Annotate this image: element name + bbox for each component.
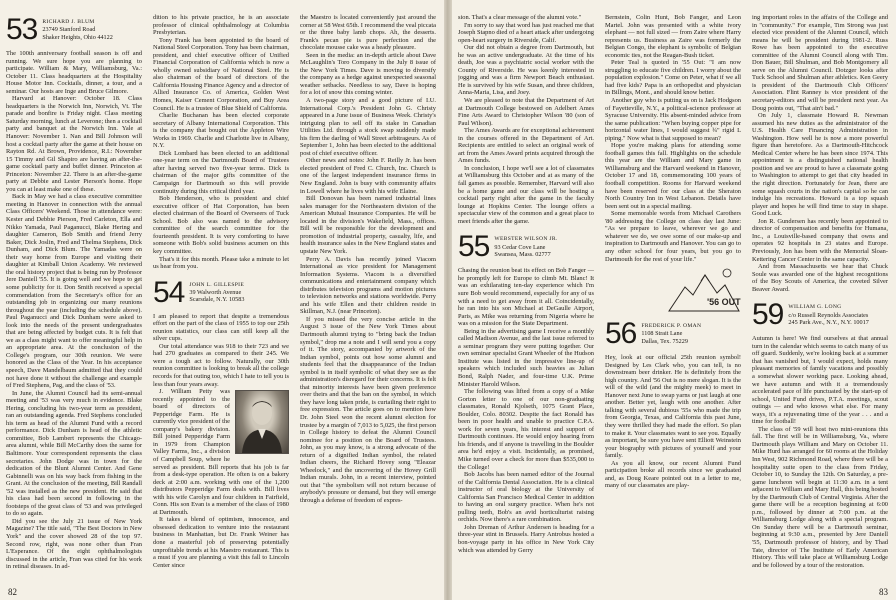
page-number: 83: [879, 587, 888, 597]
class-55-header: [458, 230, 594, 264]
paragraph: In June, the Alumni Council had its semi-annual meeting and '53 was very much in evidence. Blake Hering, concluding his two-year term as president, ran an outstanding agenda. Fred Stephens concluded his term as head of the Alumni Fund with a record performance. Dick Dunham is head of the athletic committee, Bob Lambert represents the Chicago-area alumni, while Bill McCarthy does the same for Baltimore. Your correspondent represents the class secretaries. John Dodge was in town for the dedication of the Blunt Alumni Center. And Gene Gabinnelli was on his way back from fishing in the Grant. At the conclusion of the meeting, Bill Randall '52 was installed as the new president. He said that his class had been second in following in the footsteps of the great class of '53 and was privileged to do so again.: [6, 389, 142, 518]
paragraph: If you missed the very concise article in the August 3 issue of the New York Times about Dartmouth alumni trying to "bring back the Indian symbol," drop me a note and I will send you a copy of it. The story, accompanied by artwork of the Indian symbol, points out how some alumni and students feel that the disappearance of the Indian symbol is in itself symbolic of what they see as the administration's disregard for their concerns. It is felt that minority interests have been given preference over theirs and that the ban on the symbol, in which they have long taken pride, is curtailing their right to free expression. The article goes on to mention how Dr. John Steel won the recent alumni election for trustee by a margin of 7,013 to 5,025, the first person in College history to defeat the Alumni Council nominee for a position on the Board of Trustees. John, as you may know, is a strong advocate of the return of a dignified Indian symbol, the related Indian cheers, the Richard Hovey song "Eleazar Wheelock," and the uncovering of the Hovey Grill Indian murals. John, in a recent interview, pointed out that "the symbolism will not return because of anybody's pressure or demand, but they will emerge through a defense of freedom of expres-: [300, 315, 436, 504]
left-page: [0, 0, 444, 600]
paragraph: Charlie Buchanan has been elected corporate secretary of Albany International Corporation. This is the company that bought out the Appleton Wire Works in 1969. Charlie and Charlotte live in Albany, N.Y.: [153, 112, 289, 150]
right-page: [452, 0, 896, 600]
paragraph: ing important roles in the affairs of the College and in "community." For example, Tim Strong was just elected vice president of the Alumni Council, which means he will be president during 1981-2. Russ Rowe has been appointed to the executive committee of the Alumni Council along with Tim. Don Bauer, Bill Shulman, and Bob Montgomery all serve on the Alumni Council. Dotzger looks after Tuck School and Shulman after athletics. Ken Geery is president of the Dartmouth Club Officers' Association. Flint Ranney is vice president of the secretary-editors and will be president next year. As Doug points out, "That ain't bad.": [752, 14, 888, 112]
paragraph: Being in the advertising game I receive a monthly called Madison Avenue, and the last issue referred to a seminar program they were putting together. Our own seminar specialist Grant Wheeler of the Hudson Institute was listed in the impressive line-up of speakers which included such heavies as Julian Bond, Ralph Nader, and four-time U.K. Prime Minister Harold Wilson.: [458, 327, 594, 388]
paragraph: Tony Frank has been appointed to the board of National Steel Corporation. Tony has been chairman, president, and chief executive officer of Unified Financial Corporation of California which is now a wholly owned subsidiary of National Steel. He is also chairman of the board of directors of the California Housing Finance Agency and a director of Allied Insurance Co. of America, Golden West Homes, Kaiser Cement Corporation, and Buy Area Council. He is a trustee of Blue Shield of California.: [153, 36, 289, 112]
paragraph: We are pleased to note that the Department of Art at Dartmouth College bestowed on Adelbert Ames Fine Arts Award to Christopher Wilson '80 (son of Paul Wilson).: [458, 97, 594, 127]
right-column-1: [458, 14, 594, 584]
left-column-2: [153, 14, 289, 584]
book-gutter: [444, 0, 452, 600]
paragraph: Hope you're making plans for attending some football games this fall. Highlights on the schedule this year are the William and Mary game in Williamsburg and the Harvard weekend in Hanover, October 17 and 18, commemorating 100 years of football competition. Rooms for Harvard weekend have been reserved for our class at the Sheraton North Country Inn in West Lebanon. Details have been sent out in a special mailing.: [605, 142, 741, 210]
class-secretary-address: [641, 320, 701, 345]
class-number: 55: [458, 230, 490, 264]
class-secretary-address: [42, 16, 112, 41]
paragraph: Bob Henderson, who is president and chief executive officer of Hat Corporation, has been elected chairman of the Board of Overseers of Tuck School. Bob also was named to the advisory committee of the search committee for the fourteenth president. It is very comforting to have someone with Bob's solid business acumen on this key committee.: [153, 195, 289, 255]
sketch-caption: '56 OUT: [707, 297, 741, 308]
class-59-header: [752, 298, 888, 332]
paragraph: Chasing the reunion beat its effect on Bob Fanger — he promptly left for Europe to climb Mt. Blanc! It was an exhilarating ten-day experience which I'm sure Bob would recommend, especially for any of us with a need to get away from it all. Coincidentally, he ran into his son Michael at DeGaulle Airport, Paris, as Mike was returning from Nigeria where he was on a mission for the State Department.: [458, 267, 594, 328]
class-number: 53: [6, 14, 38, 46]
paragraph: Autumn is here! We find ourselves at that annual turn in the calendar which seems to catch many of us off guard. Suddenly, we're looking back at a summer that has vanished but, I would expect, holds many pleasant memories of family vacations and possibly a somewhat slower working pace. Looking ahead, we have autumn and with it a tremendously accelerated pace of life punctuated by the start-up of school, United Fund drives, P.T.A. meetings, scout outings — and who knows what else. For many ways, it's a rejuvenating time of the year . . . and a time for football!: [752, 335, 888, 426]
left-column-1: [6, 14, 142, 584]
paragraph: the Maestro is located conveniently just around the corner at 58 West 65th. I recommend the veal piccata or the three baby lamb chops. Ah, the desserts. Frank's pecan pie is pure perfection and the chocolate mousse cake was a heady pleasure.: [300, 14, 436, 52]
paragraph: Bob Jacobs has been named editor of the Journal of the California Dental Association. He is a clinical instructor of oral biology at the University of California San Francisco Medical Center in addition to having an oral surgery practice. When he's not pulling teeth, Bob's an avid horticulturist raising orchids. Now there's a rare combination.: [458, 471, 594, 524]
secretary-name: RICHARD J. BLUM: [42, 19, 95, 25]
paragraph: And from Massachusetts we hear that Chuck Soule was awarded one of the highest recognitions of the Boy Scouts of America, the coveted Silver Beaver Award.: [752, 263, 888, 293]
paragraph: The Ames Awards are for exceptional achievement in the courses offered in the Department of Art. Recipients are entitled to select an original work of art from the Ames Award prints acquired through the Ames funds.: [458, 127, 594, 165]
class-number: 59: [752, 298, 784, 332]
paragraph: The following was lifted from a copy of a Mike Gorton letter to one of our non-graduating classmates, Ronald Kjolseth, 1075 Grant Place, Boulder, Colo. 80302. Despite the fact Ronald has been in poor health and unable to practice C.P.A. work for seven years, his interest and support of Dartmouth continues. He would enjoy hearing from his friends, and if anyone is travelling in the Boulder area he'd enjoy a visit. Incidentally, as promised, Mike turned over a check for more than $535,000 to the College!: [458, 388, 594, 471]
paragraph: Perry A. Davis has recently joined Viacom International as vice president for Management Information Systems. Viacom is a diversified communications and entertainment company which distributes television programs and motion pictures to television networks and stations worldwide. Perry and his wife Ellen and their children reside in Skillman, N.J. (near Princeton).: [300, 255, 436, 316]
reunion-symbol-sketch: [667, 265, 741, 317]
address-line: 1108 Strait Lane: [641, 330, 683, 338]
paragraph: dition to his private practice, he is an associate professor of clinical ophthalmology at Columbia Presbyterian.: [153, 14, 289, 37]
paragraph: Seen in the media: an in-depth article about Dave McLaughlin's Toro Company in the July 8 issue of the New York Times. Dave is moving to diversify the company as a hedge against unexpected seasonal weather setbacks. Needless to say, Dave is hoping for a lot of snow this coming winter.: [300, 51, 436, 97]
secretary-name: WILLIAM G. LONG: [788, 304, 842, 311]
paragraph: Our did not obtain a degree from Dartmouth, but he was an active undergraduate. At the time of his death, Joe was a psychiatric social worker with the County of Riverside. He was keenly interested in jogging and was a firm Newport Beach enthusiast. He is survived by his wife Susan, and three children, Anna-Maria, Lisa, and Joey.: [458, 44, 594, 97]
mountain-icon: [667, 265, 741, 317]
address-line: 93 Cedar Cove Lane: [494, 243, 546, 251]
left-column-3: [300, 14, 436, 584]
paragraph: In conclusion, I hope we'll see a lot of classmates at Williamsburg this October and at as many of the fall games as possible. Remember, Harvard will also be a home game and our class will be hosting a cocktail party right after the game in the faculty lounge at Hopkins Center. The lounge offers a spectacular view of the common and a great place to meet friends after the game.: [458, 164, 594, 225]
secretary-name: JOHN L. GILLESPIE: [189, 281, 245, 288]
paragraph: Our total attendance was 918 to their 723 and we had 270 graduates as compared to their 245. We were a tough act to follow. Naturally, our 30th reunion committee is looking to break all the college records for that outing too, which I hate to tell you is less than four years away.: [153, 342, 289, 388]
paragraph: John Dreman of Arthur Andersen is heading for a three-year stint in Brussels. Harry Antrobus hosted a bon-voyage party in his office in New York City which was attended by Gerry: [458, 523, 594, 554]
paragraph: J. William Petty was recently appointed to the board of directors of Pepperidge Farm. He is currently vice president of the company's bakery division. Bill joined Pepperidge Farm in 1979 from Champion Valley Farms, Inc., a division of Campbell Soup, where he served as president. Bill reports that his job is far from a desk-type operation. He often is on a bakery deck at 2:00 a.m. working with one of the 1,200 distributors Pepperidge Farm deals with. Bill lives with his wife Carolyn and four children in Fairfield, Conn. His son Evan is a member of the class of 1980 at Dartmouth.: [153, 388, 289, 516]
address-line: 39 Walworth Avenue: [189, 289, 242, 296]
paragraph: The 100th anniversary football season is off and running. We sure hope you are planning to participate. William & Mary, Williamsburg, Va.: October 11. Class headquarters at the Hospitality House Motor Inn. Cocktails, dinner, a tour, and a seminar. Our hosts are Inge and Bruce Gilmore.: [6, 50, 142, 95]
class-54-header: [153, 275, 289, 309]
paragraph: Jon R. Gundersen has recently been appointed to director of compensation and benefits for Humana, Inc., a Louisville-based company that owns and operates 92 hospitals in 23 states and Europe. Previously, Jon has been with the Memorial Sloan-Kettering Cancer Center in the same capacity.: [752, 217, 888, 263]
address-line: 23749 Stanford Road: [42, 26, 96, 34]
paragraph: That's it for this month. Please take a minute to let us hear from you.: [153, 255, 289, 271]
class-56-header: [605, 317, 741, 351]
paragraph: It takes a blend of optimism, innocence, and obsessed dedication to venture into the restaurant business in Manhattan, but Dr. Frank Weiner has done a masterful job of preserving potentially unprofitable trends at his Maestro restaurant. This is a must if you are planning a visit this fall to Lincoln Center since: [153, 516, 289, 569]
class-number: 54: [153, 275, 185, 309]
class-number: 56: [605, 317, 637, 351]
paragraph: sion. That's a clear message of the alumni vote.": [458, 14, 582, 21]
class-secretary-address: [189, 279, 244, 304]
portrait-icon: [236, 391, 288, 453]
paragraph: Another guy who is putting us on is Jack Hodgson of Fayetteville, N.Y., a political-science professor at Syracuse University. His absent-minded advice from the same publication: "When buying copper pipe for horizontal water lines, I would suggest ¾" rigid L piping." Now what is that supposed to mean?: [605, 97, 741, 142]
paragraph: As you all know, our recent Alumni Fund participation broke all records since we graduated and, as Doug Keare pointed out in a letter to me, many of our classmates are play-: [605, 459, 741, 490]
paragraph: A two-page story and a good picture of I.U. International Corp.'s President John G. Christy appeared in a June issue of Business Week. Christy's intriguing plan to sell off its stake in Canadian Utilities Ltd. through a stock swap suddenly made his firm the darling of Wall Street arbitrageurs. As of September 1, John has been elected to the additional post of chief executive officer.: [300, 97, 436, 157]
portrait-photo: [235, 390, 289, 454]
address-line: 245 Park Ave., N.Y., N.Y. 10017: [788, 319, 869, 327]
paragraph: Did you see the July 21 issue of New York Magazine? The title said, "The Best Doctors in New York" and the cover showed 28 of the top 97. Second row, right, was none other than Fran L'Esperance. Of the eight ophthalmologists discussed in the article, Fran was cited for his work in retinal diseases. In ad-: [6, 517, 142, 571]
address-line: Shaker Heights, Ohio 44122: [42, 33, 113, 41]
paragraph: Other news and notes: John F. Reilly Jr. has been elected president of Fred C. Church, Inc. Church is one of the largest independent insurance firms in New England. John is busy with community affairs in Lowell where he lives with his wife Elaine.: [300, 157, 436, 195]
paragraph: Harvard at Hanover: October 18. Class headquarters is the Norwich Inn, Norwich, Vt. The parade and bonfire is Friday night. Class meeting Saturday morning, lunch at Leverone; then a cocktail party and banquet at the Norwich Inn. Yale at Hanover: November 1. Nan and Bill Johnson will host a cocktail party after the game at their house on Rayton Rd. At Brown, Providence, R.I.: November 15 Timmy and Gil Shapiro are having an after-the-game cocktail party and buffet dinner. Princeton at Princeton: November 22. There is an after-the-game party at Debbie and Lester Pierson's home. Hope you can at least make one of these.: [6, 95, 142, 193]
paragraph: The class of '59 will host two mini-reunions this fall. The first will be in Williamsburg, Va., where Dartmouth plays William and Mary on October 11. Mike Hurd has arranged for 60 rooms at the Holiday Inn West, 902 Richmond Road, where there will be a hospitality suite open to the class from Friday, October 10, to Sunday the 12th. On Saturday, a pre-game luncheon will begin at 11:30 a.m. in a tent adjacent to William and Mary Hall, this being hosted by the Dartmouth Club of Central Virginia. After the game there will be a reception beginning at 6:00 p.m., followed by dinner at 7:00 p.m. at the Williamsburg Lodge along with a special program. On Sunday there will be a Dartmouth seminar, beginning at 9:30 a.m., presented by Jere Daniell '55, Dartmouth professor of history, and by Thad Tate, director of The Institute of Early American History. This will take place at Williamsburg Lodge and be followed by a tour of the restoration.: [752, 425, 888, 569]
address-line: Swansea, Mass. 02777: [494, 251, 551, 259]
secretary-name: WEBSTER WILSON JR.: [494, 236, 558, 243]
paragraph: Some memorable words from Michael Carothers '80 addressing the College on class day last June: "As we prepare to leave, wherever we go and whatever we do, we owe some of our make-up and inspiration to Dartmouth and Hanover. You can go to any other school for four years, but you go to Dartmouth for the rest of your life.": [605, 210, 741, 263]
paragraph: Peter Teal is quoted in '55 Out: "I am now struggling to educate five children. I worry about the population explosion." Come on Peter, what if we all had five kids? Papa is an orthopedist and physician in Billings, Mont., and should know better.: [605, 59, 741, 97]
paragraph: I am pleased to report that despite a tremendous effort on the part of the class of 1955 to top our 25th reunion statistics, our class can still keep all the silver cups.: [153, 312, 289, 343]
paragraph: Back in May we had a class executive committee meeting in Hanover in connection with the annual Class Officers' Weekend. Those in attendance were: Kester and Debbie Pierson, Fred Carleton, Ella and Nikko Yamada, Paul Paganucci, Blake Hering and daughter Cameron, Bob Smith and friend Jerry Baker, Dick Joslin, Fred and Thelma Stephens, Dick Dunham, and Dick Blum. The Yamadas were on their way home from Europe and visiting their daughter at Kimball Union Academy. We reviewed the oral history project that is being run by Professor Jere Daniell '55. It is going well and we hope to get some publicity for it. Don Smith received a special commendation from the Secretary's office for an outstanding job in organizing our many reunions throughout the year (including the schedule above). Paul Paganucci and Dick Dunham were asked to look into the needs of the present undergraduates that are being affected by budget cuts. It is felt that we as a class might want to offer meaningful help in an appropriate area. At the conclusion of the College's program, our 30th reunion. We were honored as the Class of the Year. In his acceptance speech, Dave Mandelbaum admitted that they could not have done it without the challenge and example of Fred Stephens, Pag, and the class of '53.: [6, 193, 142, 390]
class-53-header: [6, 16, 142, 44]
page-number: 82: [8, 587, 17, 597]
paragraph: On July 1, classmate Howard R. Newman assumed his new duties as the administrator of the U.S. Health Care Financing Administration in Washington. How well he is now a more powerful figure than heretofore. As a Dartmouth-Hitchcock Medical Center where he has been since 1974. This appointment is a distinguished national health position and we are proud to have a classmate going to Washington to attempt to get that city headed in the right direction. Fortunately for Jean, there are some squash courts in the nation's capital so he can indulge his recreations. Howard is a top squash player and hopes he will find time to stay in shape. Good Luck.: [752, 112, 888, 218]
paragraph: Hey, look at our official 25th reunion symbol! Designed by Les Clark who, you can tell, is no downstream beer drinker. He is definitely from the high country. And '56 Out is no mere slogan. It is the will of the wild (and the mighty meek) to meet in Hanover next June to swap yarns or just laugh at one another. Better yet, laugh with one another. After talking with several dubious '55s who made the trip from Georgia, Texas, and California this past June, they were thrilled they had made the effort. So plan to make it. Your classmates want to see you. Equally as important, be sure you have sent Elliott Weinstein your biography with pictures of yourself and your family.: [605, 354, 741, 460]
paragraph: Bernstein, Colin Hunt, Bob Fanger, and Leon Martel. John was presented with a white ivory elephant — not full sized — from Zaire where Harry represents us. Business as Zaire was formerly the Belgian Congo, the elephant is symbolic of Belgian economic ties, not the Reagan-Bush ticket.: [605, 14, 741, 59]
class-secretary-address: [788, 301, 868, 326]
right-column-2: [605, 14, 741, 584]
paragraph: Dick Lombard has been elected to an additional one-year term on the Dartmouth Board of Trustees after having served two five-year terms. Dick is chairman of the major gifts committee of the Campaign for Dartmouth so this will provide continuity during this critical third year.: [153, 149, 289, 195]
address-line: Scarsdale, N.Y. 10583: [189, 296, 245, 304]
secretary-name: FREDERICK P. OMAN: [641, 323, 702, 330]
paragraph: Bill Donovan has been named industrial lines sales manager for the Northeastern division of the American Mutual Insurance Companies. He will be located in the division's Wakefield, Mass., offices. Bill will be responsible for the development and promotion of industrial property, casualty, life, and health insurance sales in the New England states and upstate New York.: [300, 195, 436, 255]
class-secretary-address: [494, 233, 557, 258]
right-column-3: [752, 14, 888, 584]
address-line: c/o Russell Reynolds Associates: [788, 311, 869, 319]
paragraph: I'm sorry to say that word has just reached me that Joseph Stapno died of a heart attack after undergoing open-heart surgery in Riverside, Calif.: [458, 21, 594, 44]
address-line: Dallas, Tex. 75229: [641, 337, 688, 345]
